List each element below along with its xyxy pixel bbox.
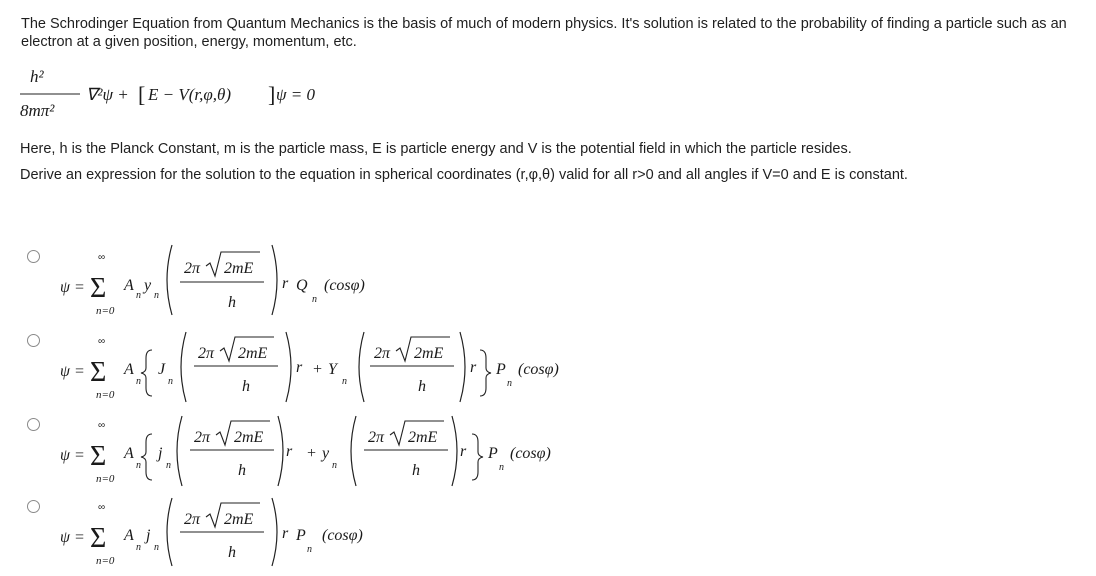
math-stroke [359,332,364,402]
eqn-tail: ψ = 0 [276,85,316,104]
math-symbol: n [342,376,347,387]
math-symbol: n [136,542,141,553]
math-symbol: Σ [90,523,107,554]
math-symbol: n [136,290,141,301]
math-symbol: n=0 [96,389,115,401]
math-symbol: + [306,445,317,462]
option-a-radio[interactable] [27,250,40,263]
option-b-radio[interactable] [27,334,40,347]
math-symbol: ∞ [98,252,106,263]
math-symbol: ψ = [60,529,85,546]
math-symbol: r [282,525,289,542]
math-symbol: (cosφ) [322,527,363,544]
math-symbol: A [124,527,134,544]
math-symbol: (cosφ) [324,277,365,294]
eqn-bracket-content: E − V(r,φ,θ) [148,85,232,104]
math-symbol: Σ [90,357,107,388]
math-stroke [286,332,291,402]
math-symbol: n [166,460,171,471]
math-symbol: r [296,359,303,376]
math-symbol: n [154,290,159,301]
math-stroke [167,498,172,566]
math-symbol: n [507,378,512,389]
math-symbol: ] [268,82,276,107]
math-symbol: ψ = [60,447,85,464]
option-a-formula[interactable] [60,240,480,324]
schrodinger-equation [20,65,340,130]
math-stroke [351,416,356,486]
math-symbol: 2π [374,345,391,362]
math-symbol: ∞ [98,420,106,431]
math-symbol: n [168,376,173,387]
math-stroke [452,416,457,486]
option-b-poly: P [496,361,506,378]
option-d-fn1: j [146,527,151,544]
math-symbol: n [154,542,159,553]
math-stroke [272,498,277,566]
math-symbol: Σ [90,273,107,304]
math-symbol: [ [138,82,146,107]
option-b-fn2: Y [328,361,337,378]
option-c-formula[interactable] [60,414,580,498]
math-symbol: n [136,460,141,471]
math-symbol: 2π [368,429,385,446]
math-symbol: 2mE [408,429,438,446]
option-b-formula[interactable] [60,330,580,414]
math-stroke [141,350,152,396]
math-symbol: h [228,544,236,561]
math-symbol: ∞ [98,502,106,513]
math-symbol: n [307,544,312,555]
math-stroke [167,245,172,315]
math-symbol: 2π [198,345,215,362]
math-stroke [177,416,182,486]
math-stroke [278,416,283,486]
math-symbol: n [312,294,317,305]
math-symbol: A [124,361,134,378]
eqn-denominator: 8mπ² [20,101,55,120]
math-symbol: r [460,443,467,460]
math-symbol: 2mE [414,345,444,362]
eqn-numerator: h² [30,67,44,86]
math-symbol: h [228,294,236,311]
question-intro: The Schrodinger Equation from Quantum Mechanics is the basis of much of modern physics. It's solution is related to the probability of finding a particle such as an electron at a given position, energy, momentum, etc. [21,16,1067,50]
math-symbol: n [136,376,141,387]
eqn-operator: ∇²ψ + [86,85,129,104]
option-c-poly: P [488,445,498,462]
math-symbol: 2π [194,429,211,446]
math-symbol: n=0 [96,473,115,485]
option-a-fn1: y [144,277,152,294]
math-stroke [141,434,152,480]
math-symbol: A [124,277,134,294]
math-symbol: 2mE [234,429,264,446]
option-c-radio[interactable] [27,418,40,431]
math-symbol: r [470,359,477,376]
math-symbol: 2π [184,260,201,277]
math-symbol: n [499,462,504,473]
math-symbol: r [286,443,293,460]
math-symbol: ∞ [98,336,106,347]
question-task: Derive an expression for the solution to the equation in spherical coordinates (r,φ,θ) valid for all r>0 and all angles if V=0 and E is constant. [20,167,908,183]
option-d-formula[interactable] [60,494,480,576]
question-definitions: Here, h is the Planck Constant, m is the particle mass, E is particle energy and V is the potential field in which the particle resides. [20,141,852,157]
option-b-fn1: J [158,361,166,378]
math-symbol: h [412,462,420,479]
math-symbol: h [242,378,250,395]
math-symbol: 2mE [238,345,268,362]
math-symbol: A [124,445,134,462]
math-stroke [480,350,491,396]
option-d-poly: P [296,527,306,544]
math-symbol: ψ = [60,363,85,380]
math-stroke [460,332,465,402]
math-symbol: h [418,378,426,395]
math-symbol: h [238,462,246,479]
math-stroke [472,434,483,480]
option-c-fn2: y [322,445,330,462]
math-symbol: (cosφ) [510,445,551,462]
math-symbol: 2mE [224,260,254,277]
math-symbol: n [332,460,337,471]
math-symbol: Σ [90,441,107,472]
math-stroke [181,332,186,402]
option-a-poly: Q [296,277,308,294]
math-symbol: 2mE [224,511,254,528]
option-c-fn1: j [158,445,163,462]
math-stroke [272,245,277,315]
math-symbol: + [312,361,323,378]
math-symbol: r [282,275,289,292]
math-symbol: 2π [184,511,201,528]
math-symbol: (cosφ) [518,361,559,378]
math-symbol: n=0 [96,305,115,317]
math-symbol: n=0 [96,555,115,567]
math-symbol: ψ = [60,279,85,296]
option-d-radio[interactable] [27,500,40,513]
